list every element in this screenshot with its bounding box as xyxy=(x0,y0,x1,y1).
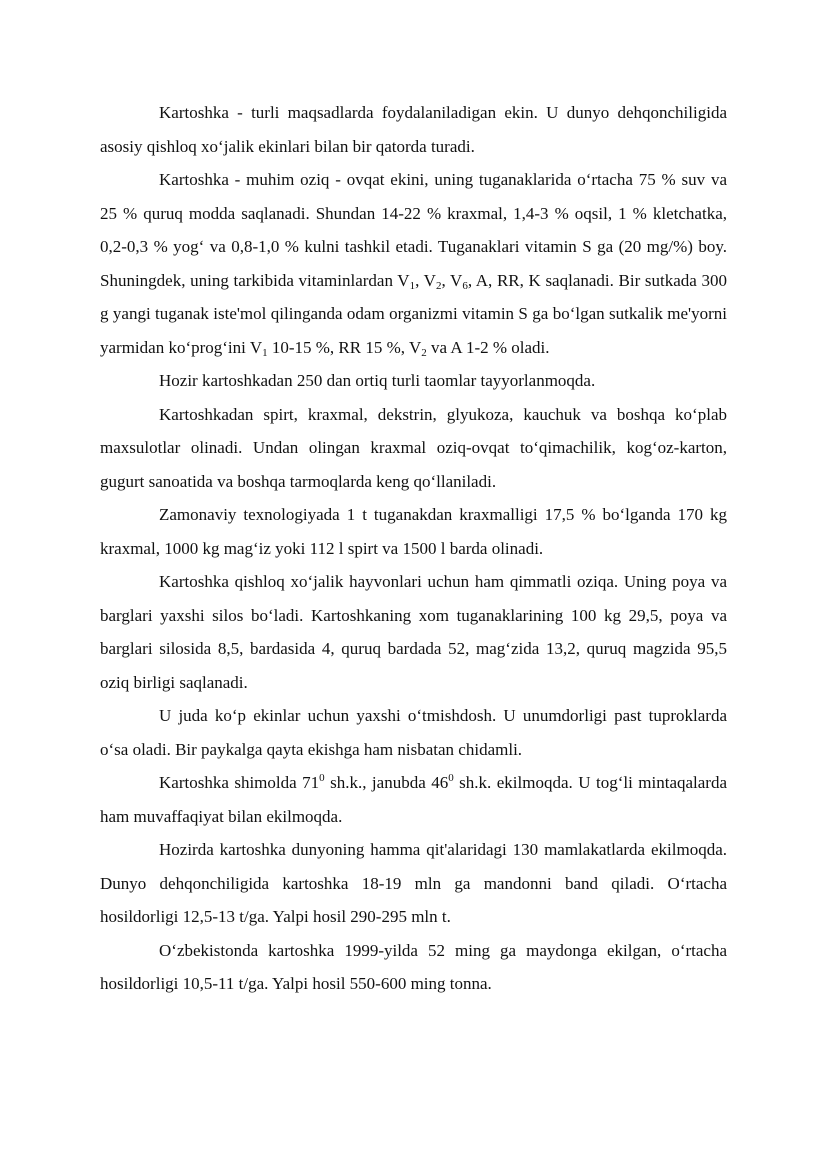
document-body xyxy=(100,96,727,1001)
paragraph-technology: Zamonaviy texnologiyada 1 t tuganakdan kraxmalligi 17,5 % bo‘lganda 170 kg kraxmal, 1000 kg mag‘iz yoki 112 l spirt va 1500 l barda olinadi. xyxy=(100,505,727,558)
paragraph-intro: Kartoshka - turli maqsadlarda foydalaniladigan ekin. U dunyo dehqonchiligida asosiy qishloq xo‘jalik ekinlari bilan bir qatorda turadi. xyxy=(100,103,727,156)
paragraph-predecessor: U juda ko‘p ekinlar uchun yaxshi o‘tmishdosh. U unumdorligi past tuproklarda o‘sa oladi. Bir paykalga qayta ekishga ham nisbatan chidamli. xyxy=(100,706,727,759)
paragraph-uzbekistan: O‘zbekistonda kartoshka 1999-yilda 52 ming ga maydonga ekilgan, o‘rtacha hosildorligi 10,5-11 t/ga. Yalpi hosil 550-600 ming tonna. xyxy=(100,940,727,993)
paragraph-dishes: Hozir kartoshkadan 250 dan ortiq turli taomlar tayyorlanmoqda. xyxy=(159,371,596,390)
paragraph-fodder: Kartoshka qishloq xo‘jalik hayvonlari uchun ham qimmatli oziqa. Uning poya va barglari yaxshi silos bo‘ladi. Kartoshkaning xom tuganaklarining 100 kg 29,5, poya va barglari silosida 8,5, bardasida 4, quruq bardada 52, mag‘zida 13,2, quruq magzida 95,5 oziq birligi saqlanadi. xyxy=(100,572,727,692)
paragraph-world: Hozirda kartoshka dunyoning hamma qit'alaridagi 130 mamlakatlarda ekilmoqda. Dunyo dehqonchiligida kartoshka 18-19 mln ga mandonni band qiladi. O‘rtacha hosildorligi 12,5-13 t/ga. Yalpi hosil 290-295 mln t. xyxy=(100,840,727,926)
paragraph-composition: Kartoshka - muhim oziq - ovqat ekini, uning tuganaklarida o‘rtacha 75 % suv va 25 % quruq modda saqlanadi. Shundan 14-22 % kraxmal, 1,4-3 % oqsil, 1 % kletchatka, 0,2-0,3 % yog‘ va 0,8-1,0 % kulni tashkil etadi. Tuganaklari vitamin S ga (20 mg/%) boy. Shuningdek, uning tarkibida vitaminlardan $V_1$, $V_2$, $V_6$, A, RR, K saqlanadi. Bir sutkada 300 g yangi tuganak iste'mol qilinganda odam organizmi vitamin S ga bo‘lgan sutkalik me'yorni yarmidan ko‘prog‘ini $V_1$ 10-15 %, RR 15 %, $V_2$ va A 1-2 % oladi. xyxy=(100,170,727,359)
paragraph-latitude: Kartoshka shimolda $71^0$ sh.k., janubda $46^0$ sh.k. ekilmoqda. U tog‘li mintaqalarda ham muvaffaqiyat bilan ekilmoqda. xyxy=(100,772,728,826)
paragraph-products: Kartoshkadan spirt, kraxmal, dekstrin, glyukoza, kauchuk va boshqa ko‘plab maxsulotlar olinadi. Undan olingan kraxmal oziq-ovqat to‘qimachilik, kog‘oz-karton, gugurt sanoatida va boshqa tarmoqlarda keng qo‘llaniladi. xyxy=(100,404,727,491)
